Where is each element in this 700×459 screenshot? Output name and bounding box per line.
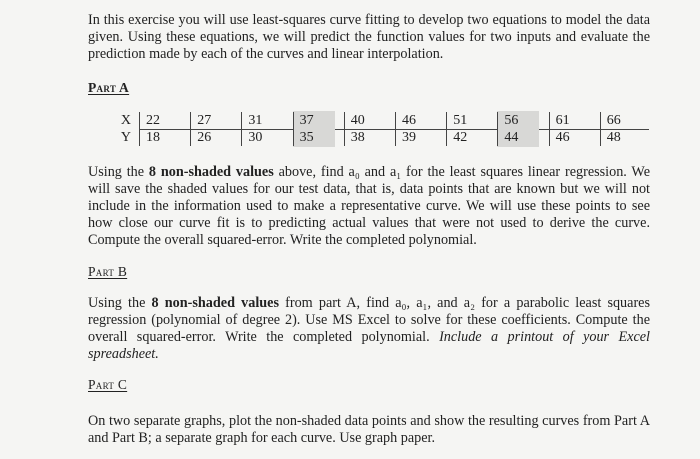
- table-column: [395, 111, 437, 147]
- table-column: [600, 111, 642, 147]
- table-column: [497, 111, 539, 147]
- part-a-text-2: above, find a₀ and a₁ for the least squares linear regression. We will save the shaded values for our test data, that is, data points that are known but we will not include in the information used to make a representative curve. We will use these points to see how close our curve fit is to predicting actual values that were not used to derive the curve. Compute the overall squared-error. Write the completed polynomial.: [88, 164, 650, 248]
- column-divider: [241, 112, 242, 146]
- part-c-heading: Part C: [88, 377, 128, 392]
- column-divider: [446, 112, 447, 146]
- table-header-column: [109, 111, 131, 147]
- x-value: 61: [555, 113, 570, 128]
- y-value: 38: [350, 130, 365, 145]
- table-column: [241, 111, 283, 147]
- y-value: 26: [197, 130, 212, 145]
- y-label: Y: [120, 130, 131, 145]
- y-value: 35: [299, 130, 314, 145]
- table-column: [344, 111, 386, 147]
- x-value: 66: [606, 113, 621, 128]
- x-label: X: [120, 113, 131, 128]
- y-value: 30: [248, 130, 263, 145]
- y-value: 39: [402, 130, 416, 145]
- part-b-paragraph: [88, 295, 650, 363]
- part-b-text-2: from part A, find a₀, a₁, and a₂ for a parabolic least squares regression (polynomial of degree 2). Use MS Excel to solve for these coefficients. Compute the overall squared-error. Write the completed polynomial.: [88, 295, 650, 345]
- x-value: 56: [504, 113, 519, 128]
- part-b-bold: 8 non-shaded values: [151, 295, 279, 311]
- intro-paragraph: In this exercise you will use least-squares curve fitting to develop two equations to model the data given. Using these equations, we will predict the function values for two inputs and evaluate the prediction made by each of the curves and linear interpolation.: [88, 12, 650, 62]
- y-value: 42: [453, 130, 468, 145]
- y-value: 18: [146, 130, 160, 145]
- part-a-bold: 8 non-shaded values: [148, 164, 274, 180]
- table-column: [549, 111, 591, 147]
- part-a-paragraph: [88, 164, 650, 249]
- part-b-heading: Part B: [88, 264, 128, 279]
- x-value: 40: [350, 113, 365, 128]
- part-a-heading: Part A: [88, 80, 130, 95]
- table-column: [446, 111, 488, 147]
- x-value: 46: [402, 113, 416, 128]
- y-value: 44: [504, 130, 519, 145]
- column-divider: [497, 112, 498, 146]
- table-column: [293, 111, 335, 147]
- column-divider: [600, 112, 601, 146]
- part-b-text-1: Using the: [88, 295, 152, 311]
- table-column: [139, 111, 181, 147]
- part-b-italic: Include a printout of your Excel spreadsheet.: [88, 329, 650, 362]
- column-divider: [395, 112, 396, 146]
- column-divider: [293, 112, 294, 146]
- y-value: 48: [606, 130, 621, 145]
- x-value: 22: [146, 113, 160, 128]
- x-value: 37: [299, 113, 314, 128]
- column-divider: [190, 112, 191, 146]
- y-value: 46: [555, 130, 570, 145]
- x-value: 27: [197, 113, 212, 128]
- x-value: 31: [248, 113, 263, 128]
- table-column: [190, 111, 232, 147]
- part-a-text-1: Using the: [88, 164, 149, 180]
- column-divider: [344, 112, 345, 146]
- column-divider: [139, 112, 140, 146]
- x-value: 51: [453, 113, 468, 128]
- column-divider: [549, 112, 550, 146]
- part-c-paragraph: On two separate graphs, plot the non-shaded data points and show the resulting curves from Part A and Part B; a separate graph for each curve. Use graph paper.: [88, 413, 650, 446]
- data-table: [109, 111, 649, 147]
